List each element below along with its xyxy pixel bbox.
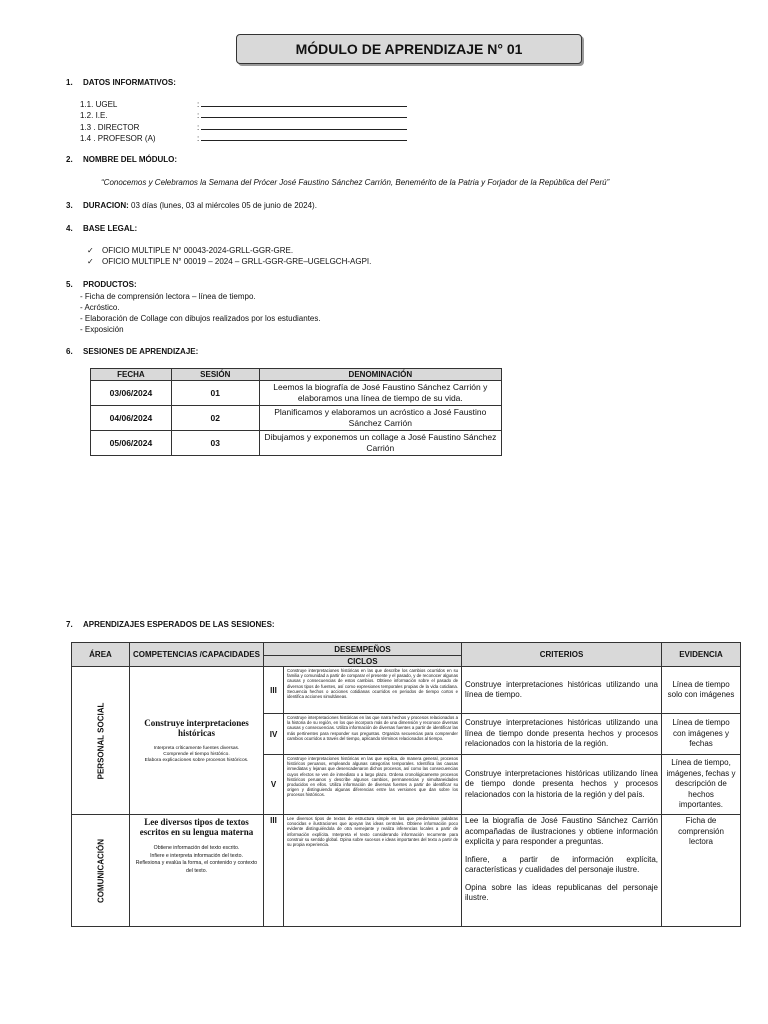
section-nombre-modulo: 2. NOMBRE DEL MÓDULO:: [66, 155, 178, 164]
base-legal-item: ✓ OFICIO MULTIPLE N° 00043-2024-GRLL-GGR-GRE.: [87, 246, 294, 255]
area-comunicacion: COMUNICACIÓN: [72, 815, 130, 927]
competencia-cell: [130, 667, 264, 815]
table-row: [72, 815, 741, 927]
evidencia-cell: Línea de tiempo, imágenes, fechas y descripción de hechos importantes.: [662, 755, 741, 815]
field-ugel: 1.1. UGEL :: [80, 99, 407, 109]
cell-denominacion: Leemos la biografía de José Faustino Sánchez Carrión y elaboramos una línea de tiempo de su vida.: [259, 381, 501, 406]
criterio-cell: Construye interpretaciones históricas utilizando una línea de tiempo donde presenta hechos y procesos relacionados con la historia de la región.: [462, 714, 662, 755]
producto-item: - Ficha de comprensión lectora – línea de tiempo.: [80, 292, 256, 301]
table-header-row: [91, 369, 502, 381]
criterio-cell: Construye interpretaciones históricas utilizando línea de tiempo donde presenta hechos y procesos relacionados con la historia de la región y del país.: [462, 755, 662, 815]
field-line: [201, 122, 407, 130]
section-datos-informativos: 1. DATOS INFORMATIVOS:: [66, 78, 176, 87]
desempeno-cell: Construye interpretaciones históricas en las que narra hechos y procesos relacionados a la historia de su región, en los que incorpora más de una dimensión y reconoce diversas causas y consecuencias. Utiliza información de diversas fuentes a partir de identificar las más pertinentes para responder sus preguntas. Organiza secuencias para comprender cambios ocurridos a través del tiempo, aplicando términos relacionados al tiempo.: [284, 714, 462, 755]
section-base-legal: 4. BASE LEGAL:: [66, 224, 138, 233]
cell-denominacion: Planificamos y elaboramos un acróstico a José Faustino Sánchez Carrión: [259, 406, 501, 431]
ciclo-cell: III: [264, 815, 284, 927]
base-legal-item: ✓ OFICIO MULTIPLE N° 00019 – 2024 – GRLL-GGR-GRE–UGELGCH-AGPI.: [87, 257, 372, 266]
criterio-cell: [462, 815, 662, 927]
competencia-cell: [130, 815, 264, 927]
criterio-item: Opina sobre las ideas republicanas del personaje ilustre.: [465, 882, 658, 902]
ciclo-cell: IV: [264, 714, 284, 755]
field-line: [201, 99, 407, 107]
header-denominacion: DENOMINACIÓN: [259, 369, 501, 381]
ciclo-cell: V: [264, 755, 284, 815]
producto-item: - Elaboración de Collage con dibujos realizados por los estudiantes.: [80, 314, 321, 323]
capacidad: Reflexiona y evalúa la forma, el contenido y contexto del texto.: [135, 860, 258, 874]
ciclo-cell: III: [264, 667, 284, 714]
cell-sesion: 03: [171, 431, 259, 456]
competencia-title: Construye interpretaciones históricas: [144, 717, 249, 738]
evidencia-cell: Línea de tiempo solo con imágenes: [662, 667, 741, 714]
capacidad: Obtiene información del texto escrito.: [153, 845, 240, 851]
module-name: “Conocemos y Celebramos la Semana del Prócer José Faustino Sánchez Carrión, Benemérito de la Patria y Forjador de la República del Perú”: [101, 178, 610, 187]
field-director: 1.3 . DIRECTOR :: [80, 122, 407, 132]
header-fecha: FECHA: [91, 369, 172, 381]
header-ciclos: CICLOS: [264, 656, 462, 667]
header-evidencia: EVIDENCIA: [662, 643, 741, 667]
section-sesiones: 6. SESIONES DE APRENDIZAJE:: [66, 347, 199, 356]
table-row: [91, 406, 502, 431]
capacidad: Infiere e interpreta información del texto.: [150, 852, 243, 859]
section-aprendizajes: 7. APRENDIZAJES ESPERADOS DE LAS SESIONES:: [66, 620, 275, 629]
desempeno-cell: Construye interpretaciones históricas en las que describe los cambios ocurridos en su familia y comunidad a partir de comparar el presente y el pasado, y de reconocer algunas causas y consecuencias de estos cambios. Obtiene información sobre el pasado de diversos tipos de fuentes, así como expresiones temporales propias de la vida cotidiana. Secuencia hechos o acciones cotidianas ocurridos en periodos de tiempo cortos e identifica acciones simultáneas.: [284, 667, 462, 714]
criterio-cell: Construye interpretaciones históricas utilizando una línea de tiempo.: [462, 667, 662, 714]
field-ie: 1.2. I.E. :: [80, 110, 407, 120]
cell-fecha: 04/06/2024: [91, 406, 172, 431]
header-competencias: COMPETENCIAS /CAPACIDADES: [130, 643, 264, 667]
header-area: ÁREA: [72, 643, 130, 667]
cell-sesion: 01: [171, 381, 259, 406]
table-row: [72, 667, 741, 714]
checkmark-icon: ✓: [87, 257, 94, 266]
desempeno-cell: Construye interpretaciones históricas en las que explica, de manera general, procesos históricos peruanos, empleando algunas categorías temporales. Identifica las causas inmediatas y lejanas que desencadenaron dichos procesos, así como las consecuencias cuyos efectos se ven de inmediato o a largo plazo. Ordena cronológicamente procesos históricos peruanos y describe algunos cambios, permanencias y simultaneidades producidos en ellos. Utiliza información de diversas fuentes a partir de identificar su origen y distinguiendo algunas diferencias entre las versiones que dan sobre los procesos históricos.: [284, 755, 462, 815]
competencia-title: Lee diversos tipos de textos escritos en su lengua materna: [139, 817, 254, 837]
sesiones-table: [90, 368, 502, 456]
field-profesor: 1.4 . PROFESOR (A) :: [80, 133, 407, 143]
aprendizajes-table: [71, 642, 741, 927]
module-title: MÓDULO DE APRENDIZAJE N° 01: [236, 34, 582, 64]
field-line: [201, 110, 407, 118]
criterio-item: Lee la biografía de José Faustino Sánchez Carrión acompañadas de ilustraciones y obtiene información explicita y para responder a preguntas.: [465, 816, 658, 846]
table-row: [91, 431, 502, 456]
evidencia-cell: Línea de tiempo con imágenes y fechas: [662, 714, 741, 755]
evidencia-cell: Ficha de comprensión lectora: [662, 815, 741, 927]
area-personal-social: PERSONAL SOCIAL: [72, 667, 130, 815]
capacidad: Comprende el tiempo histórico.: [163, 751, 230, 757]
cell-sesion: 02: [171, 406, 259, 431]
producto-item: - Exposición: [80, 325, 124, 334]
header-desempenos: DESEMPEÑOS: [264, 643, 462, 656]
cell-fecha: 03/06/2024: [91, 381, 172, 406]
capacidad: Elabora explicaciones sobre procesos históricos.: [144, 757, 249, 763]
cell-denominacion: Dibujamos y exponemos un collage a José Faustino Sánchez Carrión: [259, 431, 501, 456]
section-productos: 5. PRODUCTOS:: [66, 280, 137, 289]
criterio-item: Infiere, a partir de información explícita, características y cualidades del personaje ilustre.: [465, 854, 658, 874]
table-row: [91, 381, 502, 406]
desempeno-cell: Lee diversos tipos de textos de estructura simple en los que predominan palabras conocidas e ilustraciones que apoyan las ideas centrales. Obtiene información poco evidente distinguiéndola de otra semejante y realiza inferencias locales a partir de información explícita. Interpreta el texto considerando información recurrente para construir su sentido global. Opina sobre sucesos e ideas importantes del texto a partir de su propia experiencia.: [284, 815, 462, 927]
capacidad: Interpreta críticamente fuentes diversas.: [153, 745, 240, 751]
section-duracion: 3. DURACION: 03 días (lunes, 03 al miércoles 05 de junio de 2024).: [66, 201, 317, 210]
field-line: [201, 133, 407, 141]
header-criterios: CRITERIOS: [462, 643, 662, 667]
cell-fecha: 05/06/2024: [91, 431, 172, 456]
checkmark-icon: ✓: [87, 246, 94, 255]
producto-item: - Acróstico.: [80, 303, 120, 312]
table-header-row: [72, 643, 741, 656]
header-sesion: SESIÓN: [171, 369, 259, 381]
